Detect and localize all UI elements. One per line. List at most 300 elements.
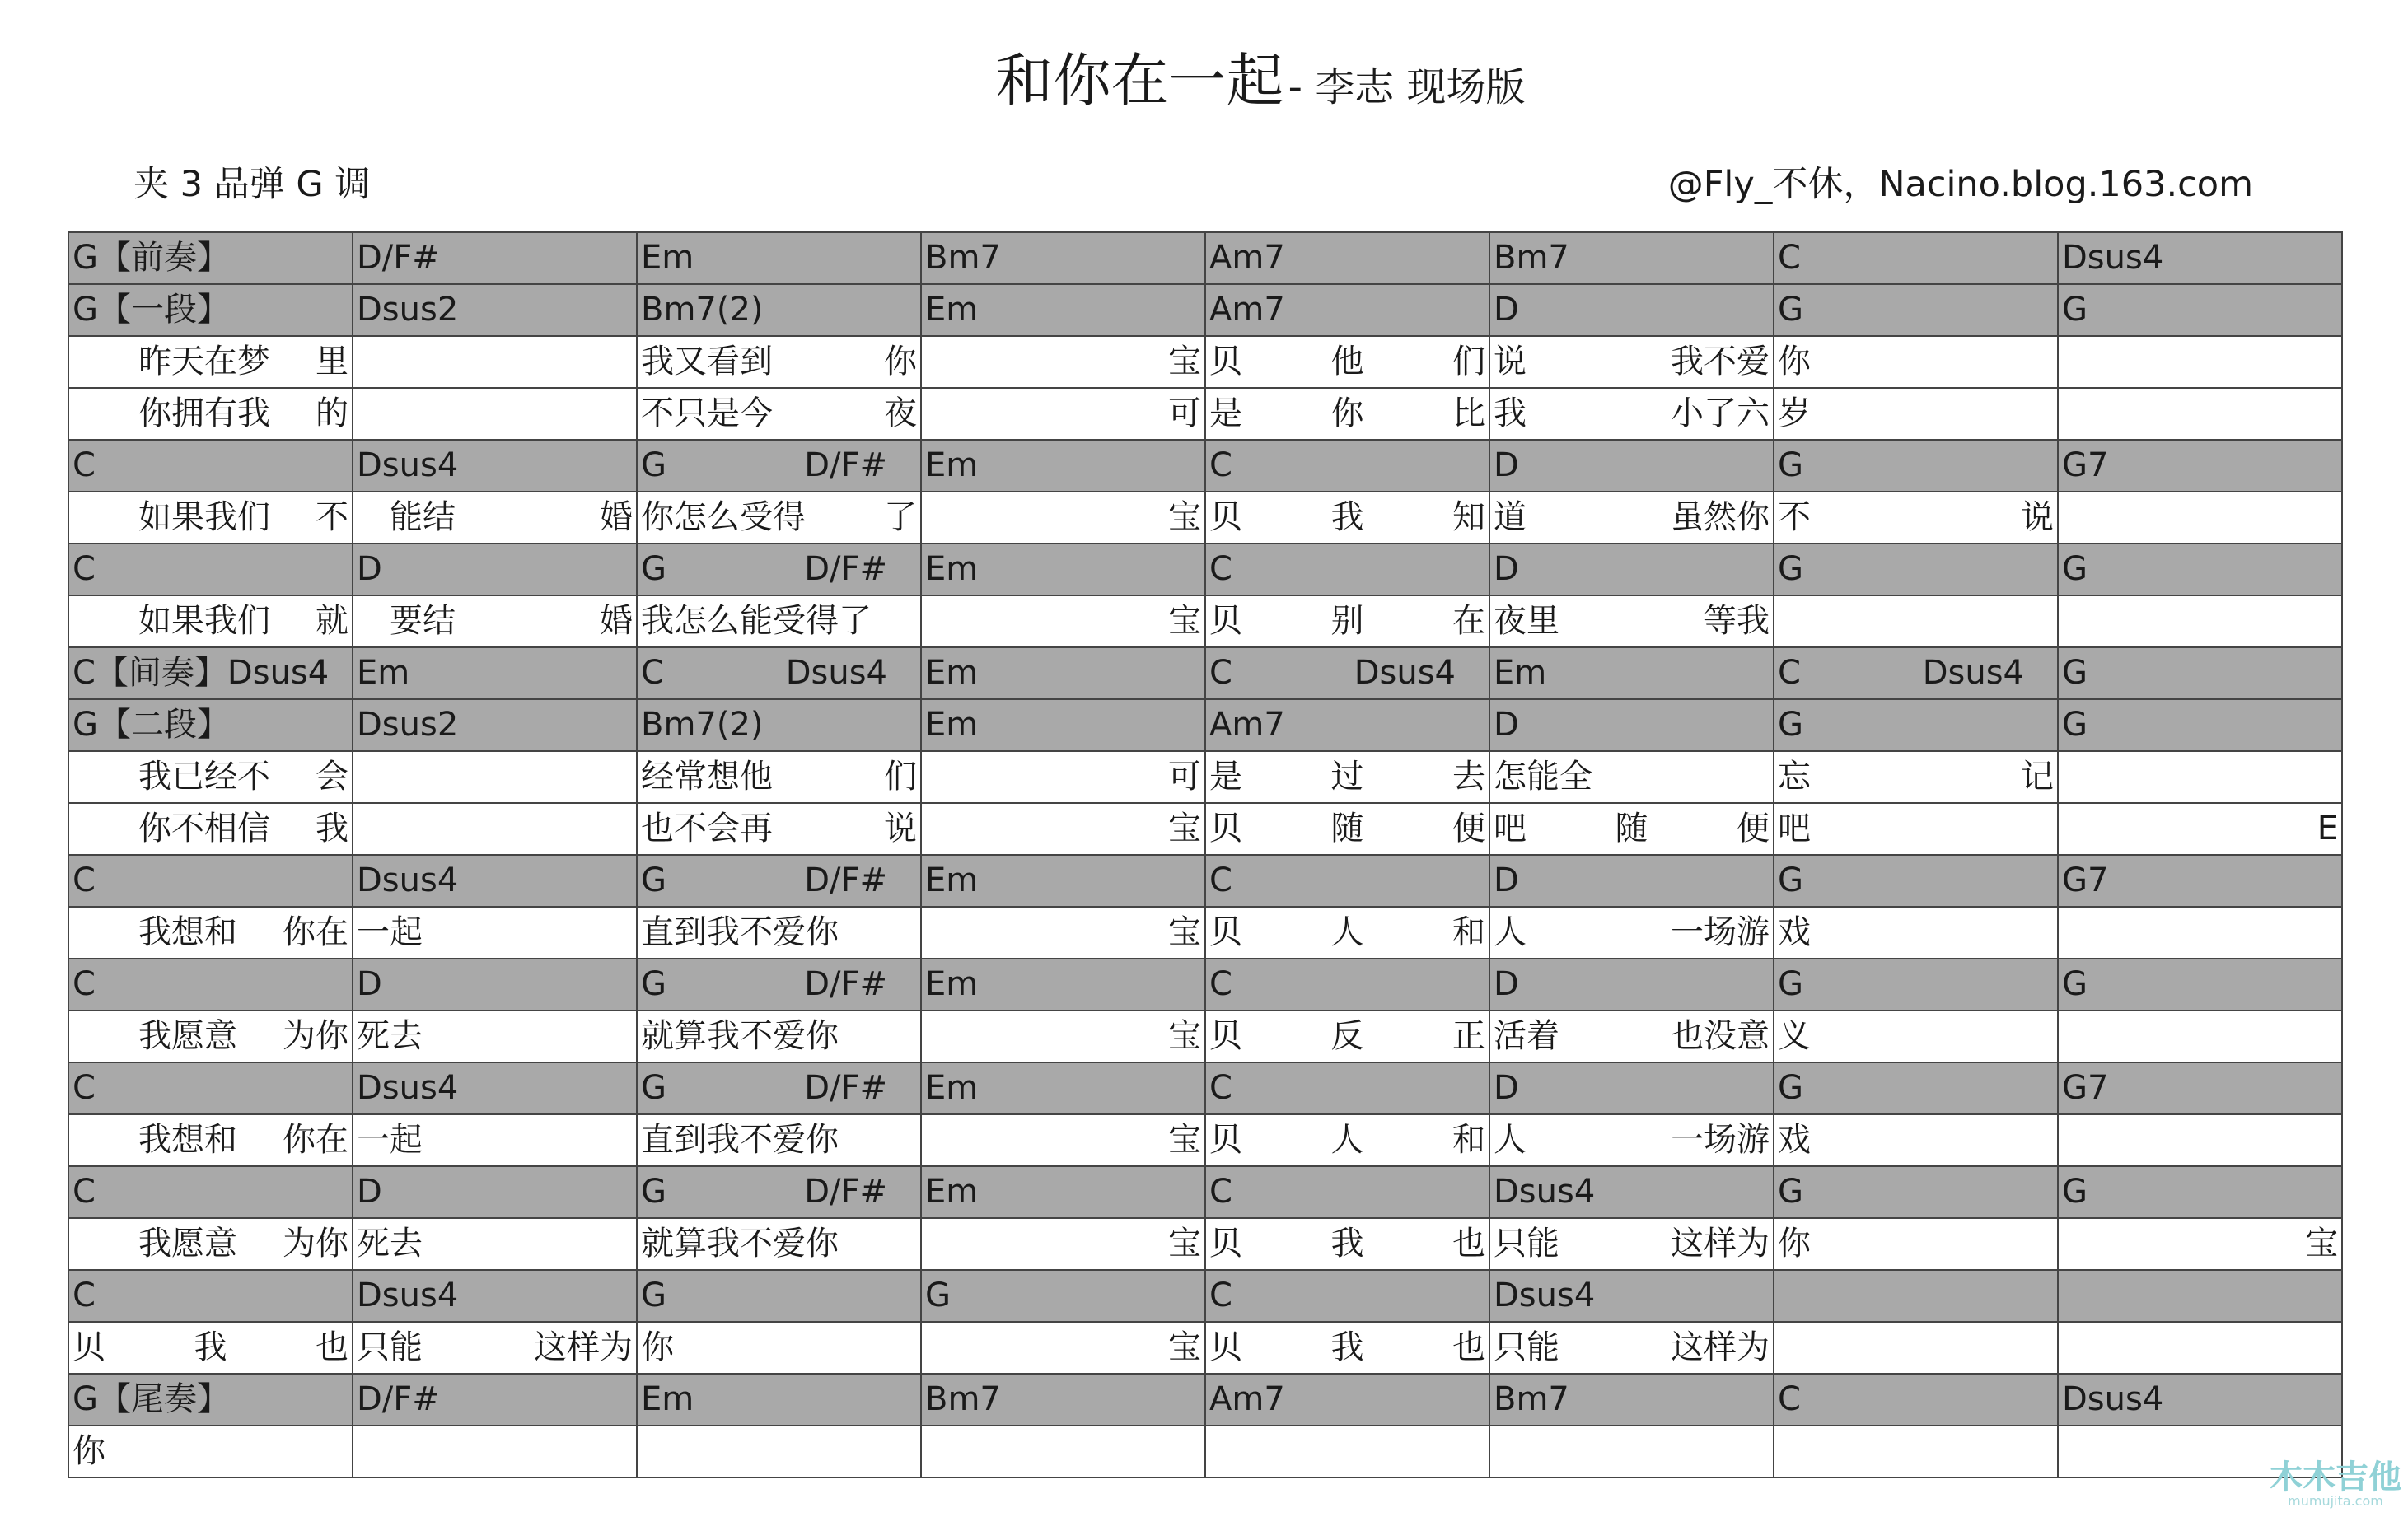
- lyric-cell: [2058, 803, 2342, 855]
- chord-symbol: Bm7(2): [641, 291, 764, 329]
- chord-symbol: G: [1778, 1069, 1803, 1107]
- chord-row: [68, 1062, 2342, 1114]
- lyric-cell: [68, 1218, 353, 1270]
- chord-cell: [353, 959, 637, 1011]
- chord-symbol: Dsus4: [2062, 1380, 2164, 1418]
- lyric-cell: [921, 751, 1205, 803]
- chord-symbol: C: [641, 654, 664, 692]
- lyric-text: 戏: [1778, 1121, 1811, 1159]
- lyric-cell: [1205, 595, 1489, 647]
- page-title: [0, 35, 2408, 118]
- chord-symbol: Dsus4: [785, 654, 887, 692]
- lyric-row: [68, 388, 2342, 440]
- chord-cell: [353, 232, 637, 284]
- lyric-cell: [921, 492, 1205, 544]
- lyric-cell: [1774, 336, 2058, 388]
- lyric-cell: [1489, 1426, 1774, 1477]
- chord-symbol: Em: [925, 706, 979, 744]
- chord-cell: [637, 440, 921, 492]
- chord-symbol: G: [1778, 446, 1803, 484]
- chord-cell: [637, 699, 921, 751]
- lyric-cell: [1774, 1322, 2058, 1374]
- chord-symbol: Em: [925, 654, 979, 692]
- lyric-cell: [1774, 595, 2058, 647]
- lyric-text: 为你: [283, 1017, 348, 1055]
- lyric-text: 如果我们: [138, 602, 270, 640]
- lyric-text: 了: [884, 498, 917, 536]
- lyric-cell: [921, 336, 1205, 388]
- lyric-text: 便: [1737, 810, 1770, 847]
- lyric-text: 我: [1330, 1328, 1364, 1366]
- chord-symbol: Em: [1494, 654, 1547, 692]
- lyric-cell: [637, 1218, 921, 1270]
- chord-symbol: Em: [641, 239, 694, 277]
- chord-symbol: Dsus4: [2062, 239, 2164, 277]
- chord-cell: [637, 1166, 921, 1218]
- lyric-cell: [637, 336, 921, 388]
- chord-cell: [1774, 1374, 2058, 1426]
- lyric-cell: [68, 1114, 353, 1166]
- chord-symbol: G: [641, 1277, 666, 1314]
- chord-cell: [1774, 1062, 2058, 1114]
- lyric-row: [68, 595, 2342, 647]
- chord-cell: [2058, 1062, 2342, 1114]
- lyric-cell: [68, 751, 353, 803]
- lyric-cell: [1489, 803, 1774, 855]
- chord-symbol: D: [357, 965, 382, 1003]
- lyric-text: 在: [1452, 602, 1485, 640]
- chord-cell: [1774, 647, 2058, 699]
- song-title: 和你在一起: [995, 47, 1284, 114]
- lyric-text: 怎能全: [1494, 758, 1592, 796]
- chord-cell: [2058, 232, 2342, 284]
- chord-symbol: G: [641, 446, 666, 484]
- chord-symbol: Am7: [1209, 706, 1285, 744]
- chord-symbol: C: [1209, 1277, 1232, 1314]
- lyric-text: 也: [1452, 1328, 1485, 1366]
- chord-cell: [68, 1166, 353, 1218]
- chord-symbol: G: [641, 965, 666, 1003]
- chord-symbol: Am7: [1209, 291, 1285, 329]
- chord-cell: [353, 284, 637, 336]
- lyric-cell: [1205, 388, 1489, 440]
- chord-row: [68, 440, 2342, 492]
- chord-symbol: Bm7: [925, 239, 1001, 277]
- chord-symbol: D: [1494, 446, 1519, 484]
- lyric-row: [68, 1426, 2342, 1477]
- lyric-cell: [637, 1011, 921, 1062]
- lyric-cell: [1774, 803, 2058, 855]
- lyric-text: 我怎么能受得了: [641, 602, 872, 640]
- chord-symbol: C: [1209, 550, 1232, 588]
- lyric-cell: [1489, 336, 1774, 388]
- chord-cell: [353, 1166, 637, 1218]
- chord-cell: [353, 544, 637, 595]
- lyric-text: 义: [1778, 1017, 1811, 1055]
- lyric-cell: [637, 388, 921, 440]
- lyric-row: [68, 1114, 2342, 1166]
- lyric-text: 我已经不: [138, 758, 270, 796]
- lyric-text: 就算我不爱你: [641, 1225, 839, 1263]
- chord-cell: [1205, 440, 1489, 492]
- chord-symbol: C: [1778, 239, 1801, 277]
- lyric-text: 也: [1452, 1225, 1485, 1263]
- lyric-text: 宝: [1168, 1225, 1201, 1263]
- lyric-row: [68, 336, 2342, 388]
- chord-cell: [2058, 855, 2342, 907]
- chord-symbol: D: [1494, 861, 1519, 899]
- lyric-text: 你: [641, 1328, 674, 1366]
- chord-cell: [353, 440, 637, 492]
- chord-symbol: Dsus4: [1922, 654, 2024, 692]
- lyric-text: 你: [1778, 343, 1811, 380]
- chord-row: [68, 1270, 2342, 1322]
- lyric-text: 说: [884, 810, 917, 847]
- chord-cell: [68, 232, 353, 284]
- chord-symbol: G【前奏】: [72, 239, 230, 277]
- chord-symbol: Dsus4: [357, 446, 459, 484]
- chord-cell: [921, 232, 1205, 284]
- lyric-cell: [68, 492, 353, 544]
- chord-symbol: D/F#: [804, 446, 887, 484]
- chord-cell: [2058, 440, 2342, 492]
- chord-cell: [637, 855, 921, 907]
- lyric-cell: [637, 1426, 921, 1477]
- lyric-cell: [1774, 1114, 2058, 1166]
- chord-symbol: G: [641, 861, 666, 899]
- chord-symbol: G: [1778, 291, 1803, 329]
- lyric-text: 贝: [1209, 913, 1242, 951]
- chord-cell: [921, 959, 1205, 1011]
- chord-cell: [921, 1270, 1205, 1322]
- lyric-cell: [1774, 388, 2058, 440]
- lyric-cell: [2058, 336, 2342, 388]
- lyric-cell: [921, 1322, 1205, 1374]
- chord-row: [68, 1374, 2342, 1426]
- lyric-text: 你: [1330, 394, 1364, 432]
- lyric-cell: [921, 907, 1205, 959]
- lyric-text: 昨天在梦: [138, 343, 270, 380]
- chord-cell: [353, 1062, 637, 1114]
- chord-symbol: Em: [925, 965, 979, 1003]
- lyric-text: 不只是今: [641, 394, 773, 432]
- chord-cell: [1774, 544, 2058, 595]
- chord-symbol: D: [357, 550, 382, 588]
- lyric-cell: [1489, 1011, 1774, 1062]
- chord-cell: [1489, 1374, 1774, 1426]
- chord-symbol: Dsus4: [1354, 654, 1456, 692]
- lyric-text: 这样为: [1671, 1225, 1770, 1263]
- lyric-cell: [1205, 336, 1489, 388]
- chord-cell: [921, 544, 1205, 595]
- lyric-text: 正: [1452, 1017, 1485, 1055]
- lyric-cell: [1489, 751, 1774, 803]
- lyric-cell: [353, 1322, 637, 1374]
- lyric-cell: [353, 1011, 637, 1062]
- lyric-text: 一起: [357, 1121, 423, 1159]
- chord-symbol: C: [72, 861, 96, 899]
- lyric-cell: [353, 336, 637, 388]
- chord-cell: [353, 699, 637, 751]
- lyric-cell: [353, 803, 637, 855]
- chord-cell: [68, 855, 353, 907]
- lyric-text: 一场游: [1671, 1121, 1770, 1159]
- lyric-cell: [353, 1114, 637, 1166]
- chord-symbol: C【间奏】Dsus4: [72, 654, 330, 692]
- chord-cell: [921, 440, 1205, 492]
- chord-symbol: G: [2062, 550, 2088, 588]
- lyric-text: 我: [1330, 498, 1364, 536]
- lyric-cell: [1489, 388, 1774, 440]
- lyric-cell: [2058, 1114, 2342, 1166]
- chord-cell: [1489, 647, 1774, 699]
- chord-symbol: Dsus4: [1494, 1173, 1596, 1211]
- chord-cell: [1774, 1166, 2058, 1218]
- chord-cell: [1774, 855, 2058, 907]
- lyric-text: 只能: [1494, 1225, 1559, 1263]
- watermark-url: mumujita.com: [2288, 1493, 2383, 1509]
- lyric-text: 我愿意: [138, 1017, 237, 1055]
- chord-cell: [2058, 1270, 2342, 1322]
- chord-cell: [68, 544, 353, 595]
- chord-cell: [2058, 1374, 2342, 1426]
- chord-symbol: G: [2062, 291, 2088, 329]
- lyric-text: 你怎么受得: [641, 498, 806, 536]
- chord-cell: [68, 1374, 353, 1426]
- lyric-text: 宝: [1168, 810, 1201, 847]
- lyric-cell: [1489, 907, 1774, 959]
- lyric-cell: [1205, 803, 1489, 855]
- lyric-text: 夜里: [1494, 602, 1559, 640]
- chord-symbol: Em: [641, 1380, 694, 1418]
- chord-symbol: G: [925, 1277, 951, 1314]
- chord-sheet-table: [68, 231, 2343, 1478]
- lyric-text: 道: [1494, 498, 1527, 536]
- chord-symbol: D/F#: [804, 861, 887, 899]
- lyric-text: 不: [1778, 498, 1811, 536]
- lyric-cell: [1489, 1218, 1774, 1270]
- chord-cell: [637, 284, 921, 336]
- lyric-text: 的: [316, 394, 348, 432]
- lyric-text: 过: [1330, 758, 1364, 796]
- chord-cell: [1205, 232, 1489, 284]
- lyric-text: 宝: [1168, 498, 1201, 536]
- lyric-text: 婚: [600, 602, 633, 640]
- lyric-cell: [68, 388, 353, 440]
- chord-cell: [1489, 544, 1774, 595]
- chord-cell: [1205, 855, 1489, 907]
- chord-cell: [2058, 699, 2342, 751]
- chord-symbol: G7: [2062, 861, 2109, 899]
- chord-cell: [2058, 284, 2342, 336]
- lyric-text: 贝: [1209, 343, 1242, 380]
- chord-symbol: C: [1778, 1380, 1801, 1418]
- lyric-text: 只能: [357, 1328, 423, 1366]
- chord-cell: [921, 1062, 1205, 1114]
- lyric-text: 宝: [1168, 1017, 1201, 1055]
- lyric-cell: [353, 492, 637, 544]
- chord-row: [68, 855, 2342, 907]
- lyric-text: 只能: [1494, 1328, 1559, 1366]
- lyric-text: 们: [884, 758, 917, 796]
- chord-cell: [68, 1062, 353, 1114]
- lyric-cell: [1774, 1426, 2058, 1477]
- lyric-cell: [68, 907, 353, 959]
- chord-cell: [921, 1166, 1205, 1218]
- lyric-text: 别: [1330, 602, 1364, 640]
- lyric-cell: [1774, 1218, 2058, 1270]
- lyric-text: 我想和: [138, 913, 237, 951]
- chord-symbol: Em: [925, 1069, 979, 1107]
- chord-cell: [353, 1270, 637, 1322]
- lyric-cell: [353, 907, 637, 959]
- lyric-text: 和: [1452, 913, 1485, 951]
- lyric-text: 一场游: [1671, 913, 1770, 951]
- chord-cell: [1205, 699, 1489, 751]
- chord-row: [68, 232, 2342, 284]
- chord-symbol: Dsus2: [357, 706, 459, 744]
- chord-cell: [1489, 699, 1774, 751]
- lyric-text: 吧: [1778, 810, 1811, 847]
- chord-row: [68, 699, 2342, 751]
- lyric-text: 忘: [1778, 758, 1811, 796]
- chord-cell: [1205, 1062, 1489, 1114]
- lyric-text: 婚: [600, 498, 633, 536]
- chord-cell: [2058, 647, 2342, 699]
- chord-symbol: G: [1778, 550, 1803, 588]
- chord-symbol: D: [1494, 291, 1519, 329]
- chord-symbol: D: [1494, 550, 1519, 588]
- lyric-row: [68, 1011, 2342, 1062]
- lyric-cell: [1205, 1322, 1489, 1374]
- lyric-text: 可: [1168, 394, 1201, 432]
- lyric-text: 比: [1452, 394, 1485, 432]
- chord-row: [68, 284, 2342, 336]
- chord-symbol: G: [641, 1173, 666, 1211]
- capo-note: 夹 3 品弹 G 调: [133, 164, 371, 205]
- lyric-text: 贝: [72, 1328, 105, 1366]
- lyric-cell: [921, 803, 1205, 855]
- lyric-text: 贝: [1209, 1017, 1242, 1055]
- chord-cell: [68, 959, 353, 1011]
- lyric-cell: [353, 1218, 637, 1270]
- lyric-text: 直到我不爱你: [641, 913, 839, 951]
- chord-symbol: G: [1778, 706, 1803, 744]
- chord-symbol: D/F#: [804, 965, 887, 1003]
- chord-cell: [637, 232, 921, 284]
- chord-symbol: Em: [925, 291, 979, 329]
- lyric-text: 我: [194, 1328, 227, 1366]
- chord-cell: [1205, 1166, 1489, 1218]
- chord-symbol: C: [1209, 965, 1232, 1003]
- chord-symbol: D/F#: [804, 550, 887, 588]
- chord-symbol: G: [2062, 654, 2088, 692]
- lyric-text: 宝: [2305, 1225, 2338, 1263]
- chord-symbol: C: [1209, 861, 1232, 899]
- chord-symbol: G: [1778, 1173, 1803, 1211]
- chord-cell: [1774, 284, 2058, 336]
- chord-symbol: G: [2062, 1173, 2088, 1211]
- lyric-cell: [637, 595, 921, 647]
- lyric-text: 贝: [1209, 602, 1242, 640]
- lyric-text: 是: [1209, 758, 1242, 796]
- lyric-text: 能结: [390, 498, 456, 536]
- lyric-cell: [353, 1426, 637, 1477]
- chord-cell: [637, 1374, 921, 1426]
- lyric-text: 说: [1494, 343, 1527, 380]
- chord-cell: [1489, 959, 1774, 1011]
- lyric-cell: [921, 1114, 1205, 1166]
- lyric-cell: [1489, 595, 1774, 647]
- lyric-text: 这样为: [534, 1328, 633, 1366]
- lyric-text: 宝: [1168, 1121, 1201, 1159]
- chord-cell: [68, 1270, 353, 1322]
- lyric-text: 你拥有我: [138, 394, 270, 432]
- lyric-row: [68, 1322, 2342, 1374]
- lyric-text: 可: [1168, 758, 1201, 796]
- chord-symbol: C: [72, 965, 96, 1003]
- chord-cell: [2058, 959, 2342, 1011]
- chord-symbol: Em: [357, 654, 410, 692]
- lyric-text: 贝: [1209, 1225, 1242, 1263]
- chord-symbol: Am7: [1209, 239, 1285, 277]
- chord-cell: [353, 1374, 637, 1426]
- chord-symbol: D/F#: [804, 1069, 887, 1107]
- lyric-text: 你不相信: [138, 810, 270, 847]
- lyric-text: 就: [316, 602, 348, 640]
- chord-cell: [1489, 440, 1774, 492]
- lyric-text: 夜: [884, 394, 917, 432]
- watermark-name: 木木吉他: [2270, 1459, 2401, 1496]
- chord-cell: [1489, 855, 1774, 907]
- credit-note: @Fly_不休，Nacino.blog.163.com: [1667, 164, 2253, 205]
- lyric-cell: [2058, 907, 2342, 959]
- chord-cell: [353, 855, 637, 907]
- lyric-text: 要结: [390, 602, 456, 640]
- lyric-text: 就算我不爱你: [641, 1017, 839, 1055]
- lyric-text: 们: [1452, 343, 1485, 380]
- lyric-cell: [1205, 492, 1489, 544]
- chord-symbol: C: [72, 550, 96, 588]
- lyric-cell: [1489, 492, 1774, 544]
- chord-symbol: D: [1494, 965, 1519, 1003]
- lyric-text: 一起: [357, 913, 423, 951]
- lyric-text: 为你: [283, 1225, 348, 1263]
- lyric-text: 会: [316, 758, 348, 796]
- lyric-row: [68, 751, 2342, 803]
- lyric-cell: [2058, 595, 2342, 647]
- lyric-cell: [637, 907, 921, 959]
- chord-symbol: G: [641, 550, 666, 588]
- chord-symbol: G7: [2062, 1069, 2109, 1107]
- chord-symbol: C: [1778, 654, 1801, 692]
- lyric-text: 随: [1615, 810, 1648, 847]
- lyric-cell: [68, 1322, 353, 1374]
- chord-cell: [637, 1270, 921, 1322]
- chord-cell: [68, 647, 353, 699]
- chord-symbol: G: [1778, 861, 1803, 899]
- chord-symbol: G【一段】: [72, 291, 230, 329]
- lyric-cell: [2058, 1011, 2342, 1062]
- lyric-cell: [68, 595, 353, 647]
- lyric-cell: [637, 1114, 921, 1166]
- lyric-text: 人: [1330, 1121, 1364, 1159]
- chord-cell: [1205, 959, 1489, 1011]
- chord-cell: [1489, 1062, 1774, 1114]
- lyric-text: 你: [884, 343, 917, 380]
- chord-cell: [1205, 1270, 1489, 1322]
- lyric-text: 你: [72, 1432, 105, 1470]
